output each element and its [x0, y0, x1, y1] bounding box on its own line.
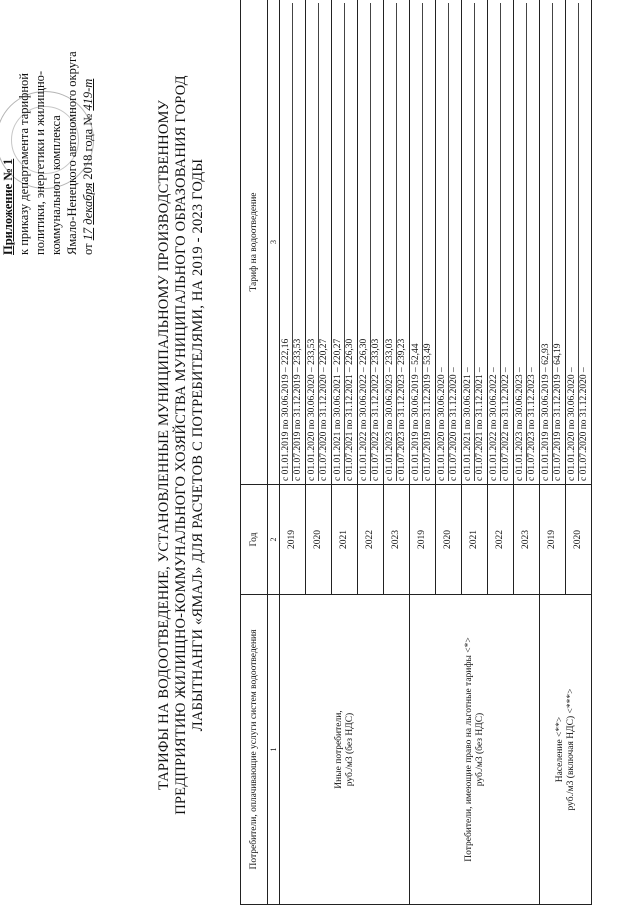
year-cell: 2019 [280, 485, 306, 595]
category-cell [280, 595, 410, 905]
col-number: 2 [268, 485, 280, 595]
category-unit: руб./м3 (без НДС) [344, 712, 355, 787]
heading-line: ЛАБЫТНАНГИ «ЯМАЛ» ДЛЯ РАСЧЕТОВ С ПОТРЕБИТЕЛЯМИ, НА 2019 - 2023 ГОДЫ [190, 158, 206, 732]
tariff-cell [514, 0, 540, 485]
header-consumers: Потребители, оплачивающие услуги систем водоотведения [241, 595, 268, 905]
tariff-cell [436, 0, 462, 485]
tariff-period-1: с 01.01.2023 по 30.06.2023 – [515, 367, 525, 481]
tariff-period-2: с 01.07.2019 по 31.12.2019 – 233,53 [292, 3, 304, 481]
tariff-cell [540, 0, 566, 485]
tariff-cell [462, 0, 488, 485]
tariff-period-2: с 01.07.2020 по 31.12.2020 – [448, 3, 460, 481]
year-cell: 2019 [410, 485, 436, 595]
tariff-period-1: с 01.01.2023 по 30.06.2023 – 233,03 [385, 338, 395, 481]
heading-line: ТАРИФЫ НА ВОДООТВЕДЕНИЕ, УСТАНОВЛЕННЫЕ МУНИЦИПАЛЬНОМУ ПРОИЗВОДСТВЕННОМУ [156, 99, 172, 791]
order-number: 419-т [81, 78, 95, 111]
tariff-cell [488, 0, 514, 485]
year-cell: 2021 [332, 485, 358, 595]
category-name: Население <**> [554, 716, 565, 783]
appendix-block [0, 5, 96, 255]
category-name: Потребители, имеющие право на льготные тарифы <*> [463, 637, 474, 862]
year-cell: 2019 [540, 485, 566, 595]
tariff-period-2: с 01.07.2022 по 31.12.2022 – 233,03 [370, 3, 382, 481]
header-tariff: Тариф на водоотведение [241, 0, 268, 485]
tariff-period-2: с 01.07.2020 по 31.12.2020 – [578, 3, 590, 481]
date-day: 17 [81, 227, 95, 241]
year-cell: 2022 [358, 485, 384, 595]
tariff-period-2: с 01.07.2022 по 31.12.2022 – [500, 3, 512, 481]
tariff-period-1: с 01.01.2019 по 30.06.2019 – 52,44 [411, 343, 421, 481]
appendix-date [80, 5, 96, 255]
tariff-period-2: с 01.07.2023 по 31.12.2023 – [526, 3, 538, 481]
tariff-period-2: с 01.07.2019 по 31.12.2019 – 53,49 [422, 3, 434, 481]
tariff-period-2: с 01.07.2023 по 31.12.2023 – 239,23 [396, 3, 408, 481]
header-year: Год [241, 485, 268, 595]
tariff-period-2: с 01.07.2020 по 31.12.2020 – 220,27 [318, 3, 330, 481]
tariff-period-1: с 01.01.2022 по 30.06.2022 – [489, 367, 499, 481]
appendix-line: к приказу департамента тарифной [17, 73, 31, 255]
year-cell: 2023 [384, 485, 410, 595]
tariff-table [240, 0, 592, 905]
tariff-period-1: с 01.01.2019 по 30.06.2019 – 222,16 [281, 338, 291, 481]
tariff-cell [358, 0, 384, 485]
tariff-period-1: с 01.01.2019 по 30.06.2019 – 62,93 [541, 343, 551, 481]
tariff-cell [332, 0, 358, 485]
date-prefix: от [81, 243, 95, 255]
tariff-period-1: с 01.01.2022 по 30.06.2022 – 226,30 [359, 338, 369, 481]
col-number: 3 [268, 0, 280, 485]
heading-line: ПРЕДПРИЯТИЮ ЖИЛИЩНО-КОММУНАЛЬНОГО ХОЗЯЙСТВА МУНИЦИПАЛЬНОГО ОБРАЗОВАНИЯ ГОРОД [173, 75, 189, 815]
tariff-period-1: с 01.01.2021 по 30.06.2021 – [463, 367, 473, 481]
tariff-cell [306, 0, 332, 485]
tariff-period-2: с 01.07.2021 по 31.12.2021 – [474, 3, 486, 481]
year-cell: 2021 [462, 485, 488, 595]
tariff-period-1: с 01.01.2020 по 30.06.2020 – [437, 367, 447, 481]
table-row [410, 0, 436, 905]
col-number: 1 [268, 595, 280, 905]
tariff-period-1: с 01.01.2021 по 30.06.2021 – 220,27 [333, 338, 343, 481]
tariff-period-2: с 01.07.2021 по 31.12.2021 – 226,30 [344, 3, 356, 481]
document-heading [156, 45, 207, 845]
tariff-cell [566, 0, 592, 485]
category-unit: руб./м3 (без НДС) [474, 712, 485, 787]
table-row [280, 0, 306, 905]
tariff-period-2: с 01.07.2019 по 31.12.2019 – 64,19 [552, 3, 564, 481]
category-name: Иные потребители, [333, 710, 344, 789]
table-header-row [241, 0, 268, 905]
appendix-line: коммунального комплекса [49, 115, 63, 255]
tariff-cell [384, 0, 410, 485]
column-number-row [268, 0, 280, 905]
tariff-cell [410, 0, 436, 485]
year-cell: 2020 [306, 485, 332, 595]
appendix-line: Ямало-Ненецкого автономного округа [65, 51, 79, 255]
category-cell [540, 595, 592, 905]
appendix-line: политики, энергетики и жилищно- [33, 70, 47, 255]
appendix-title: Приложение № 1 [1, 158, 15, 255]
year-cell: 2022 [488, 485, 514, 595]
table-row [540, 0, 566, 905]
date-month: декабря [81, 182, 95, 225]
year-cell: 2020 [436, 485, 462, 595]
year-cell: 2023 [514, 485, 540, 595]
tariff-cell [280, 0, 306, 485]
date-year: 2018 года № [81, 113, 95, 180]
year-cell: 2020 [566, 485, 592, 595]
category-cell [410, 595, 540, 905]
category-unit: руб./м3 (включая НДС) <***> [565, 688, 576, 811]
tariff-period-1: с 01.01.2020 по 30.06.2020 – [567, 367, 577, 481]
tariff-period-1: с 01.01.2020 по 30.06.2020 – 233,53 [307, 338, 317, 481]
